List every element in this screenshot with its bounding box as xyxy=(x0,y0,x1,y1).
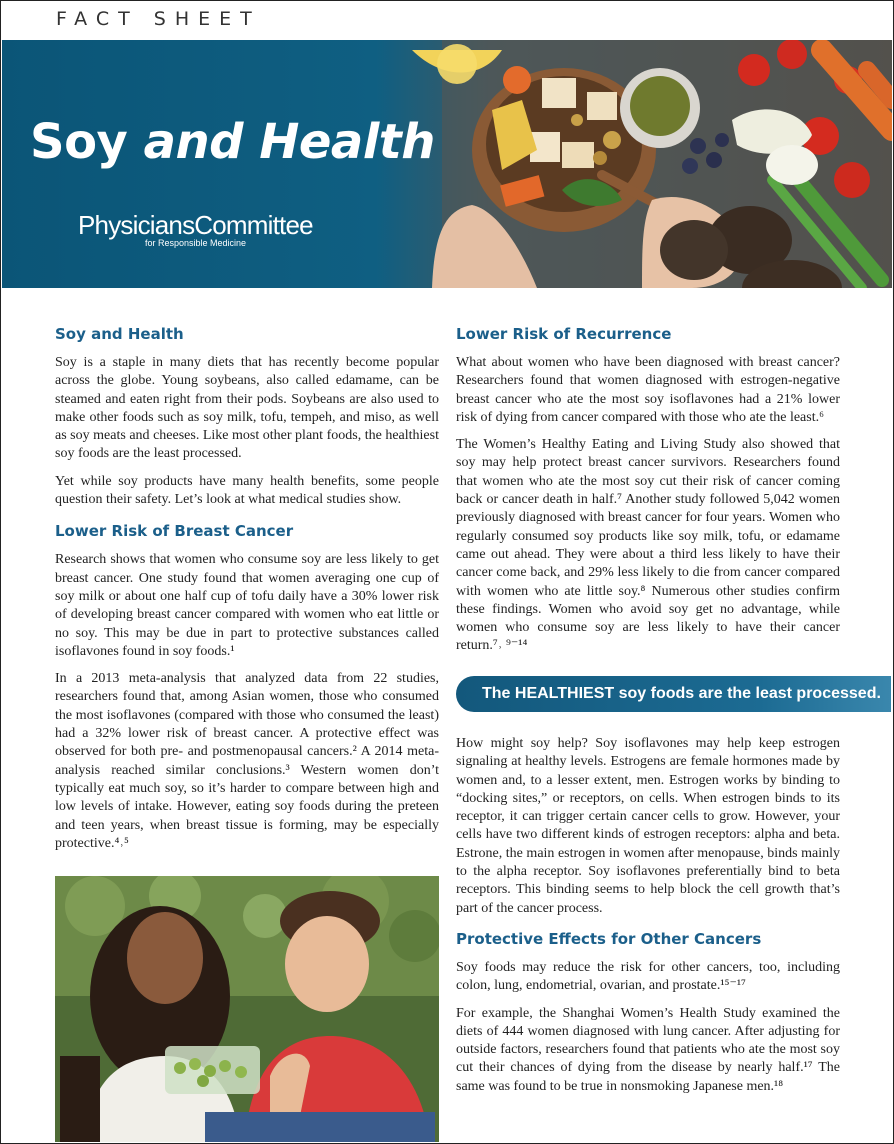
page-title xyxy=(30,114,435,170)
right-column-upper xyxy=(456,322,840,665)
title-part-2: and Health xyxy=(143,114,435,170)
callout-banner: The HEALTHIEST soy foods are the least processed. xyxy=(456,676,891,712)
section-heading-breast-cancer: Lower Risk of Breast Cancer xyxy=(55,522,294,541)
left-column xyxy=(55,322,439,862)
paragraph: What about women who have been diagnosed with breast cancer? Researchers found that women diagnosed with estrogen-negative breast cancer who ate the most soy isoflavones had a 21% lower risk of dying from cancer compared with those who ate the least.⁶ xyxy=(456,355,840,425)
org-logo xyxy=(78,210,313,248)
hero-banner xyxy=(2,40,892,288)
section-heading-soy-and-health: Soy and Health xyxy=(55,325,184,343)
title-part-1: Soy xyxy=(30,114,128,170)
teens-eating-photo xyxy=(55,876,439,1142)
paragraph: The Women’s Healthy Eating and Living Study also showed that soy may help protect breast cancer survivors. Researchers found that women who ate the most soy cut their risk of cancer coming back or cancer death in half.⁷ Another study followed 5,042 women previously diagnosed with breast cancer for four years. Women who regularly consumed soy products like soy milk, tofu, or edamame came out ahead. They were about a third less likely to have their cancer come back, and 29% less likely to die from cancer compared with women who ate little soy.⁸ Numerous other studies confirm these findings. Women who avoid soy get no advantage, while women who consume soy are less likely to have their cancer return.⁷˒ ⁹⁻¹⁴ xyxy=(456,437,840,654)
org-name: PhysiciansCommittee xyxy=(78,210,313,240)
paragraph: For example, the Shanghai Women’s Health Study examined the diets of 444 women diagnosed with lung cancer. After adjusting for outside factors, researchers found that patients who ate the most soy cut their chances of dying from the disease by nearly half.¹⁷ The same was found to be true in nonsmoking Japanese men.¹⁸ xyxy=(456,1005,840,1094)
org-subtitle: for Responsible Medicine xyxy=(145,238,247,248)
paragraph: Yet while soy products have many health benefits, some people question their safety. Let’s look at what medical studies show. xyxy=(55,473,439,508)
section-heading-recurrence: Lower Risk of Recurrence xyxy=(456,325,672,343)
paragraph: Soy foods may reduce the risk for other cancers, too, including colon, lung, endometrial, ovarian, and prostate.¹⁵⁻¹⁷ xyxy=(456,959,840,994)
paragraph: How might soy help? Soy isoflavones may help keep estrogen signaling at healthy levels. Estrogens are female hormones made by women and, to a lesser extent, men. Estrogen works by binding to “docking sites,” or receptors, on cells. When estrogen binds to its receptor, it can trigger certain cancer cells to grow. However, your cells have two different kinds of estrogen receptors: alpha and beta. Estrone, the main estrogen in women after menopause, binds mainly to the alpha receptor. Soy isoflavones preferentially bind to beta receptors. This binding seems to help block the cell growth that’s part of the cancer process. xyxy=(456,736,840,916)
paragraph: In a 2013 meta-analysis that analyzed data from 22 studies, researchers found that, among Asian women, those who consumed the most isoflavones (compared with those who consumed the least) had a 32% lower risk of breast cancer. A protective effect was observed for both pre- and postmenopausal cancers.² A 2014 meta-analysis reached similar conclusions.³ Western women don’t typically eat much soy, so it’s harder to compare between high and low levels of intake. However, eating soy foods during the preteen and teen years, when breast tissue is forming, may be especially protective.⁴˒⁵ xyxy=(55,671,439,851)
right-column-lower xyxy=(456,735,840,1105)
paragraph: Research shows that women who consume soy are less likely to get breast cancer. One study found that women averaging one cup of soy milk or about one half cup of tofu daily have a 30% lower risk of developing breast cancer compared with women who eat little or no soy. This may be due in part to protective substances called isoflavones found in soy foods.¹ xyxy=(55,552,439,659)
paragraph: Soy is a staple in many diets that has recently become popular across the globe. Young soybeans, also called edamame, can be steamed and eaten right from their pods. Soybeans are also used to make other foods such as soy milk, tofu, tempeh, and miso, as well as soy meats and cheeses. Like most other plant foods, the healthiest soy foods are the least processed. xyxy=(55,355,439,462)
section-heading-other-cancers: Protective Effects for Other Cancers xyxy=(456,929,762,948)
teens-photo-illustration xyxy=(55,876,439,1142)
fact-sheet-label: FACT SHEET xyxy=(56,8,261,30)
